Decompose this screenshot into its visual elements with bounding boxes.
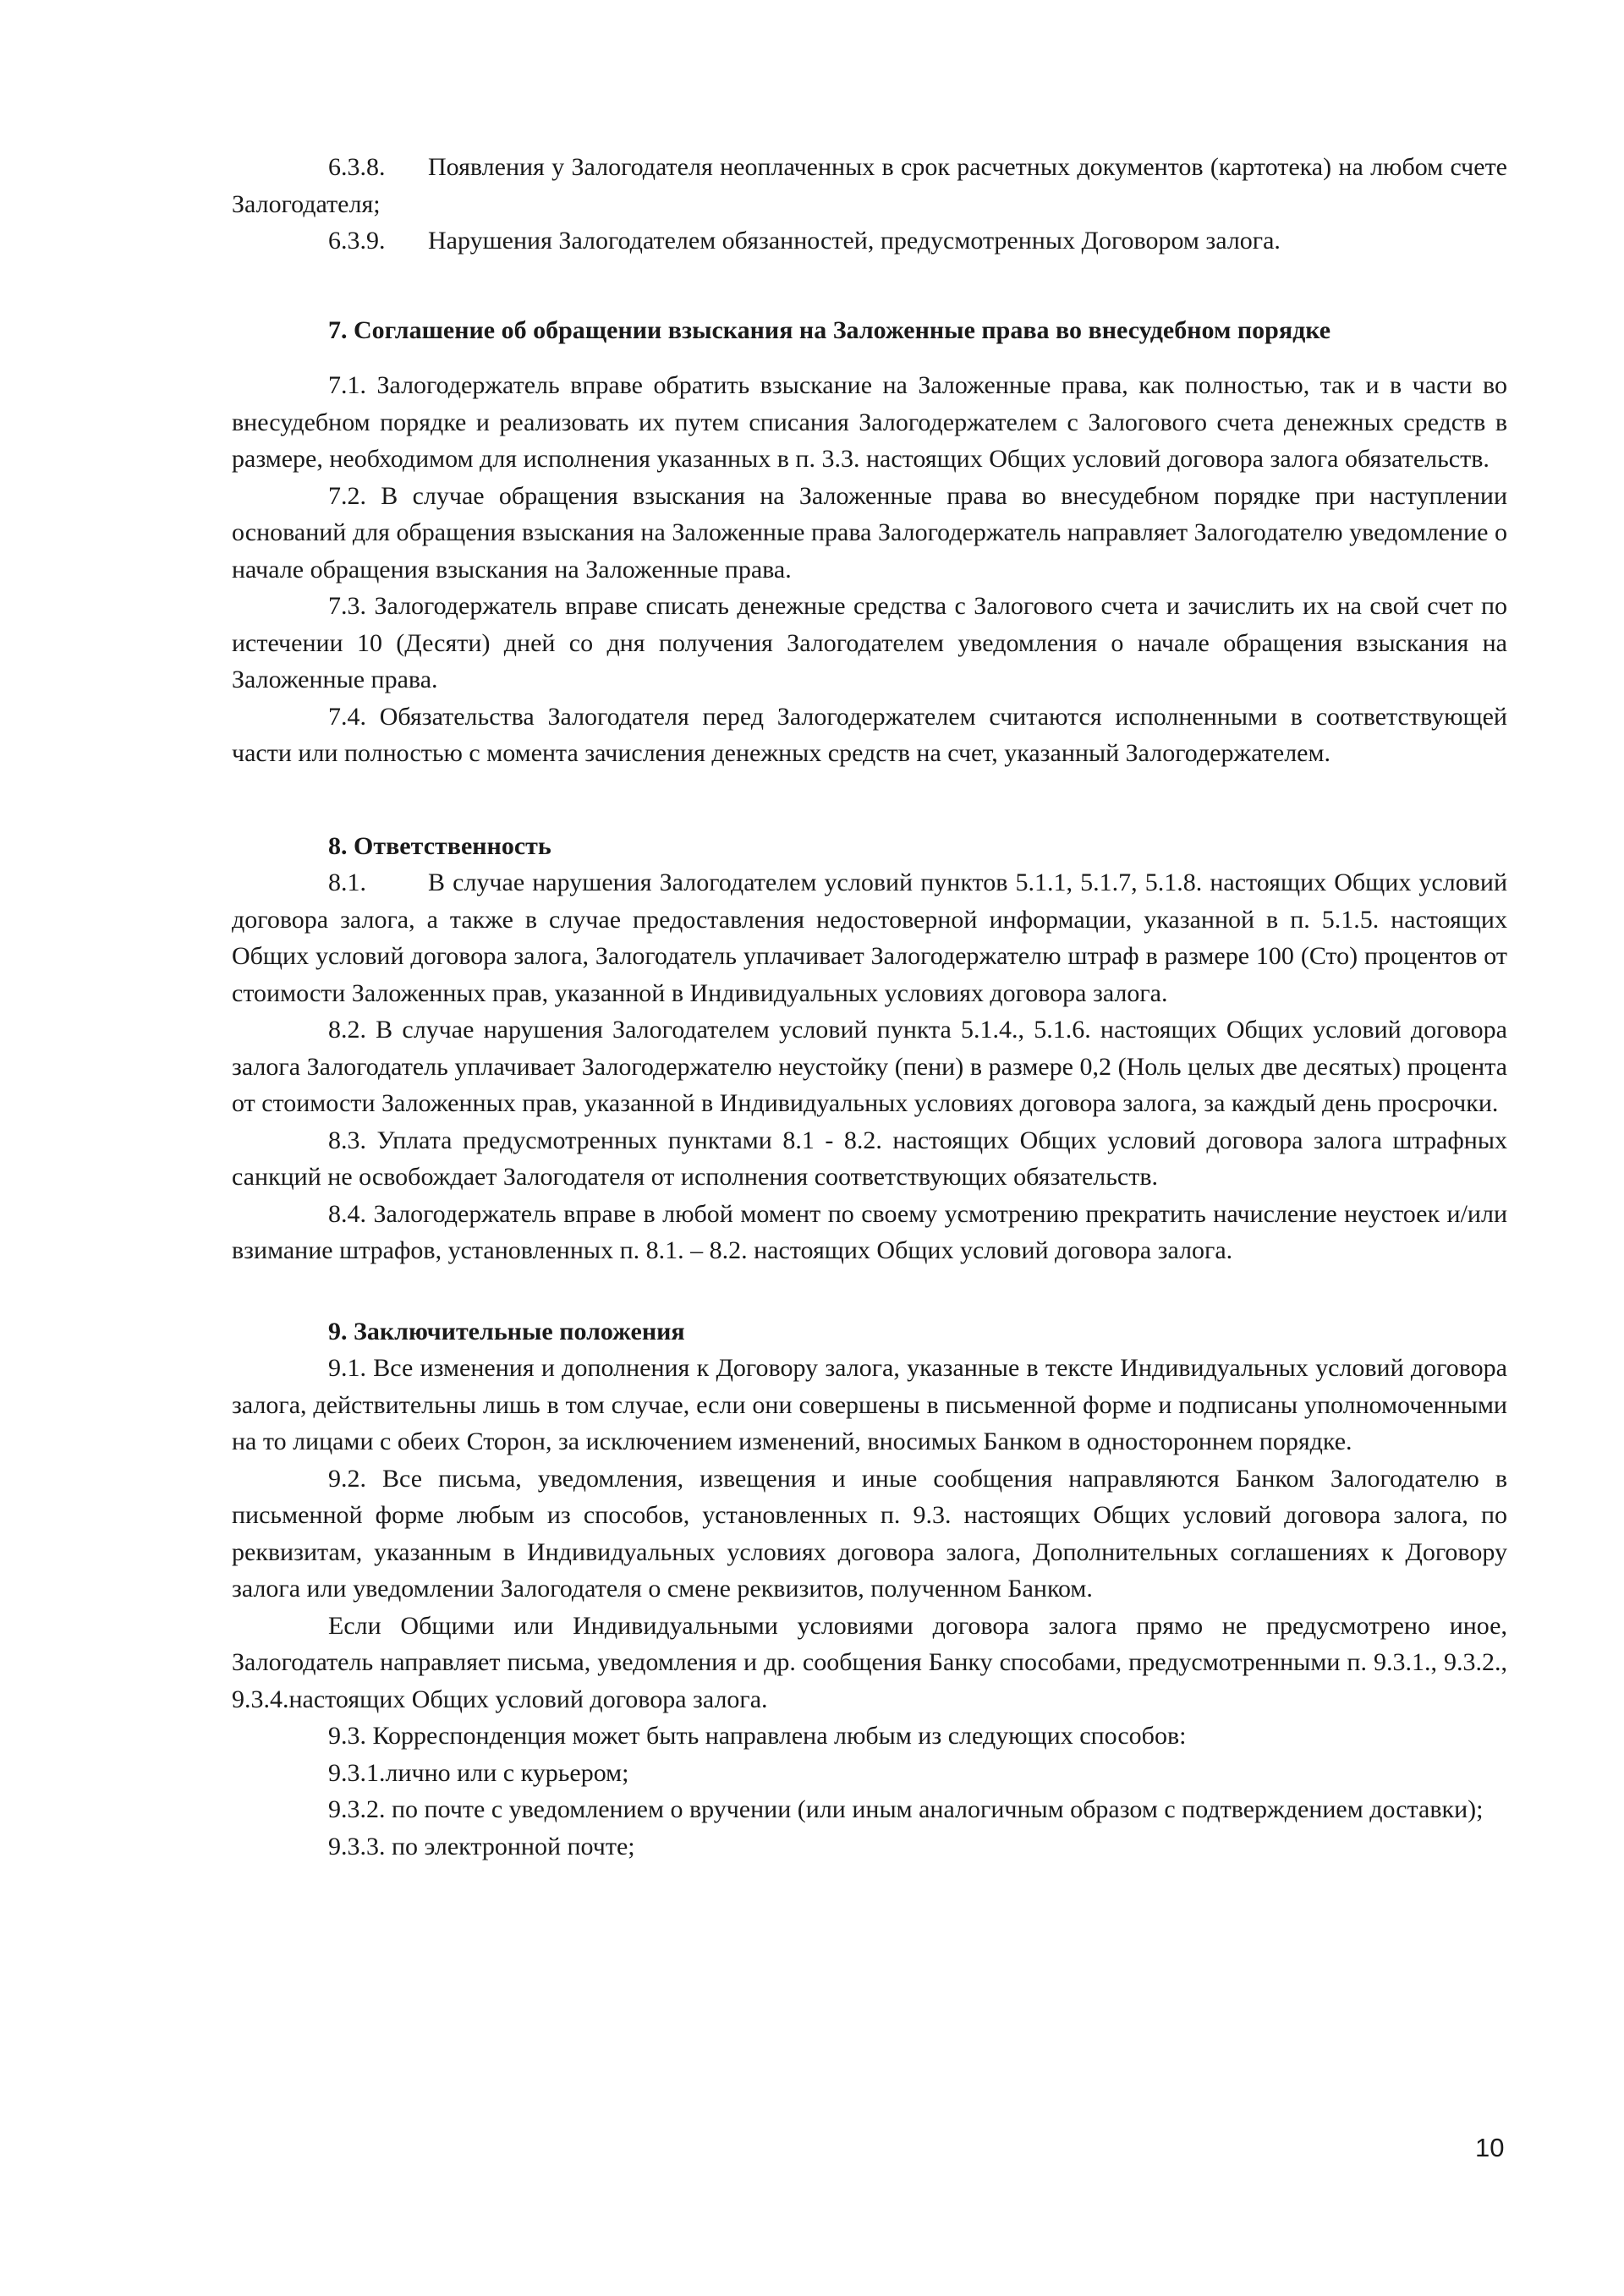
paragraph-6-3-8 [232,149,1507,222]
clause-number: 8.1. [328,869,366,896]
clause-text: Нарушения Залогодателем обязанностей, предусмотренных Договором залога. [428,227,1281,255]
paragraph-7-4: 7.4. Обязательства Залогодателя перед Залогодержателем считаются исполненными в соответствующей части или полностью с момента зачисления денежных средств на счет, указанный Залогодержателем. [232,702,1507,767]
paragraph-6-3-9 [232,222,1507,260]
clause-text: В случае нарушения Залогодателем условий пунктов 5.1.1, 5.1.7, 5.1.8. настоящих Общих условий договора залога, а также в случае предоставления недостоверной информации, указанной в п. 5.1.5. настоящих Общих условий договора залога, Залогодатель уплачивает Залогодержателю штраф в размере 100 (Сто) процентов от стоимости Заложенных прав, указанной в Индивидуальных условиях договора залога. [232,869,1507,1007]
page-number: 10 [1475,2133,1505,2162]
paragraph-8-4: 8.4. Залогодержатель вправе в любой момент по своему усмотрению прекратить начисление неустоек и/или взимание штрафов, установленных п. 8.1. – 8.2. настоящих Общих условий договора залога. [232,1199,1507,1264]
clause-text: Появления у Залогодателя неоплаченных в срок расчетных документов (картотека) на любом счете Залогодателя; [232,153,1507,218]
paragraph-7-1: 7.1. Залогодержатель вправе обратить взыскание на Заложенные права, как полностью, так и в части во внесудебном порядке и реализовать их путем списания Залогодержателем с Залогового счета денежных средств в размере, необходимом для исполнения указанных в п. 3.3. настоящих Общих условий договора залога обязательств. [232,371,1507,473]
paragraph-9-3: 9.3. Корреспонденция может быть направлена любым из следующих способов: [328,1722,1187,1750]
document-page [232,149,1507,1865]
paragraph-9-2: 9.2. Все письма, уведомления, извещения и иные сообщения направляются Банком Залогодателю в письменной форме любым из способов, установленных п. 9.3. настоящих Общих условий договора залога, по реквизитам, указанным в Индивидуальных условиях договора залога, Дополнительных соглашениях к Договору залога или уведомлении Залогодателя о смене реквизитов, полученном Банком. [232,1464,1507,1603]
paragraph-9-3-1: 9.3.1.лично или с курьером; [328,1758,629,1787]
paragraph-9-3-2: 9.3.2. по почте с уведомлением о вручении (или иным аналогичным образом с подтверждением доставки); [328,1795,1484,1823]
paragraph-9-3-3: 9.3.3. по электронной почте; [328,1832,635,1860]
paragraph-8-3: 8.3. Уплата предусмотренных пунктами 8.1 - 8.2. настоящих Общих условий договора залога штрафных санкций не освобождает Залогодателя от исполнения соответствующих обязательств. [232,1126,1507,1191]
section-7-heading: 7. Соглашение об обращении взыскания на Заложенные права во внесудебном порядке [328,315,1331,344]
clause-number: 6.3.9. [328,227,386,255]
paragraph-8-1 [232,864,1507,1011]
section-8-heading: 8. Ответственность [328,831,551,860]
paragraph-9-1: 9.1. Все изменения и дополнения к Договору залога, указанные в тексте Индивидуальных условий договора залога, действительны лишь в том случае, если они совершены в письменной форме и подписаны уполномоченными на то лицами с обеих Сторон, за исключением изменений, вносимых Банком в одностороннем порядке. [232,1354,1507,1455]
paragraph-9-2-continued: Если Общими или Индивидуальными условиями договора залога прямо не предусмотрено иное, Залогодатель направляет письма, уведомления и др. сообщения Банку способами, предусмотренными п. 9.3.1., 9.3.2., 9.3.4.настоящих Общих условий договора залога. [232,1611,1507,1713]
paragraph-7-3: 7.3. Залогодержатель вправе списать денежные средства с Залогового счета и зачислить их на свой счет по истечении 10 (Десяти) дней со дня получения Залогодателем уведомления о начале обращения взыскания на Заложенные права. [232,592,1507,693]
paragraph-8-2: 8.2. В случае нарушения Залогодателем условий пункта 5.1.4., 5.1.6. настоящих Общих условий договора залога Залогодатель уплачивает Залогодержателю неустойку (пени) в размере 0,2 (Ноль целых две десятых) процента от стоимости Заложенных прав, указанной в Индивидуальных условиях договора залога, за каждый день просрочки. [232,1016,1507,1117]
clause-number: 6.3.8. [328,153,386,181]
section-9-heading: 9. Заключительные положения [328,1317,685,1345]
paragraph-7-2: 7.2. В случае обращения взыскания на Заложенные права во внесудебном порядке при наступлении оснований для обращения взыскания на Заложенные права Залогодержатель направляет Залогодателю уведомление о начале обращения взыскания на Заложенные права. [232,481,1507,584]
